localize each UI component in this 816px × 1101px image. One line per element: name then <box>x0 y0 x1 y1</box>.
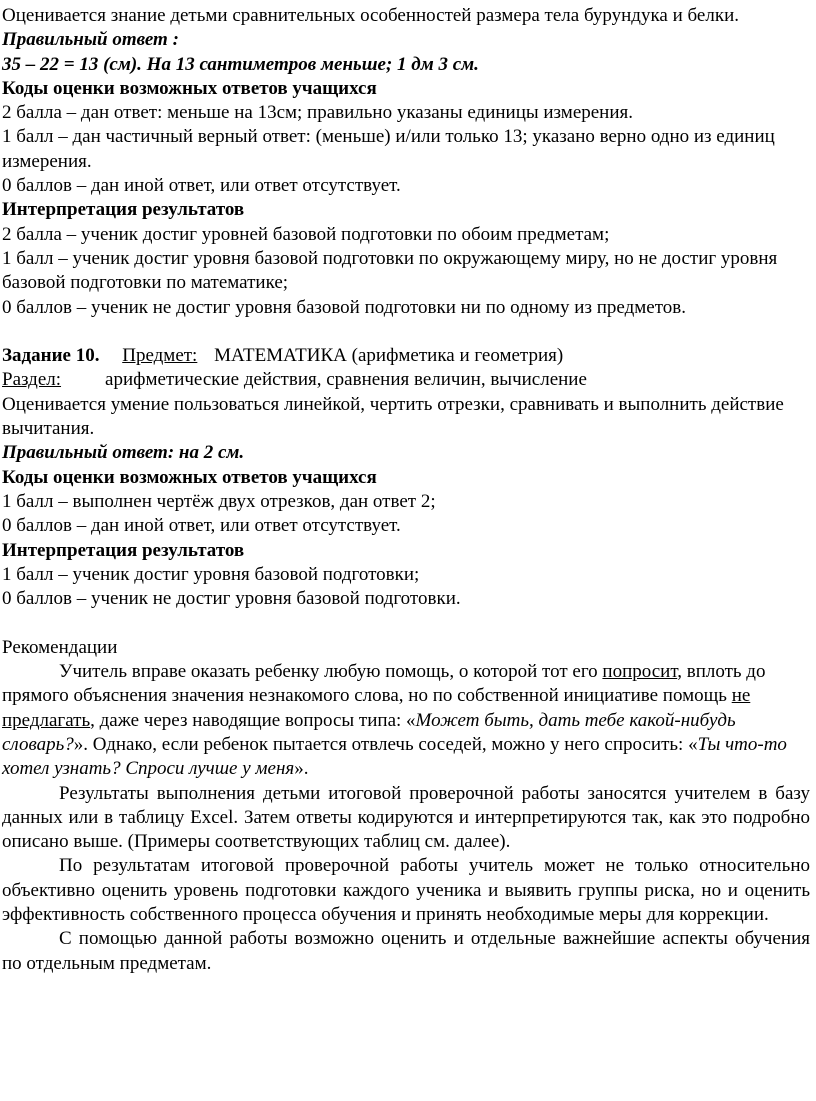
section-label: Раздел: <box>2 369 62 391</box>
subject-value: МАТЕМАТИКА (арифметика и геометрия) <box>214 345 564 367</box>
interpretation-item: 0 баллов – ученик не достиг уровня базовой подготовки. <box>2 588 461 610</box>
interpretation-item: 0 баллов – ученик не достиг уровня базовой подготовки ни по одному из предметов. <box>2 296 686 318</box>
section-value: арифметические действия, сравнения величин, вычисление <box>105 369 587 391</box>
task-description: Оценивается умение пользоваться линейкой, чертить отрезки, сравнивать и выполнить действие вычитания. <box>2 393 784 440</box>
section-line <box>2 368 810 392</box>
codes-heading: Коды оценки возможных ответов учащихся <box>2 77 377 99</box>
codes-heading: Коды оценки возможных ответов учащихся <box>2 466 377 488</box>
recommendations-heading: Рекомендации <box>2 636 118 658</box>
interpretation-item: 1 балл – ученик достиг уровня базовой подготовки; <box>2 563 420 585</box>
interpretation-heading: Интерпретация результатов <box>2 539 245 561</box>
recommendation-paragraph: С помощью данной работы возможно оценить и отдельные важнейшие аспекты обучения по отдельным предметам. <box>2 928 810 974</box>
text-run: , вплоть до прямого объяснения значения незнакомого слова, но по собственной инициативе помощь <box>2 661 766 707</box>
italic-text: Может быть, дать тебе какой-нибудь словарь? <box>2 709 736 755</box>
italic-text: Ты что-то хотел узнать? Спроси лучше у меня <box>2 733 787 780</box>
interpretation-item: 2 балла – ученик достиг уровней базовой подготовки по обоим предметам; <box>2 223 610 245</box>
underlined-text: попросит <box>602 661 678 683</box>
code-item: 0 баллов – дан иной ответ, или ответ отсутствует. <box>2 515 401 537</box>
recommendation-paragraph <box>2 660 810 781</box>
answer-text: 35 – 22 = 13 (см). На 13 сантиметров меньше; 1 дм 3 см. <box>2 53 479 75</box>
code-item: 0 баллов – дан иной ответ, или ответ отсутствует. <box>2 175 401 197</box>
recommendation-paragraph: По результатам итоговой проверочной работы учитель может не только относительно объективно оценить уровень подготовки каждого ученика и выявить группы риска, но и оценить эффективность собственного процесса обучения и принять необходимые меры для коррекции. <box>2 855 810 925</box>
task-10-header <box>2 344 810 368</box>
interpretation-item: 1 балл – ученик достиг уровня базовой подготовки по окружающему миру, но не достиг уровня базовой подготовки по математике; <box>2 247 778 294</box>
task-title: Задание 10. <box>2 345 100 367</box>
text-run: ». Однако, если ребенок пытается отвлечь соседей, можно у него спросить: « <box>73 733 698 755</box>
spacer <box>2 320 810 344</box>
underlined-text: не предлагать <box>2 685 751 731</box>
interpretation-heading: Интерпретация результатов <box>2 199 245 221</box>
code-item: 2 балла – дан ответ: меньше на 13см; правильно указаны единицы измерения. <box>2 102 634 124</box>
text-run: ». <box>294 758 309 780</box>
recommendation-paragraph: Результаты выполнения детьми итоговой проверочной работы заносятся учителем в базу данных или в таблицу Excel. Затем ответы кодируются и интерпретируются так, как это подробно описано выше. (Примеры соответствующих таблиц см. далее). <box>2 782 810 853</box>
code-item: 1 балл – выполнен чертёж двух отрезков, дан ответ 2; <box>2 490 436 512</box>
text-run: , даже через наводящие вопросы типа: « <box>90 709 416 731</box>
code-item: 1 балл – дан частичный верный ответ: (меньше) и/или только 13; указано верно одно из единиц измерения. <box>2 126 775 172</box>
subject-label: Предмет: <box>122 345 198 367</box>
task-answer: Правильный ответ: на 2 см. <box>2 442 245 464</box>
spacer <box>2 611 810 635</box>
text-run: Учитель вправе оказать ребенку любую помощь, о которой тот его <box>59 661 603 683</box>
intro-text: Оценивается знание детьми сравнительных особенностей размера тела бурундука и белки. <box>2 5 739 26</box>
answer-heading: Правильный ответ : <box>2 29 179 51</box>
